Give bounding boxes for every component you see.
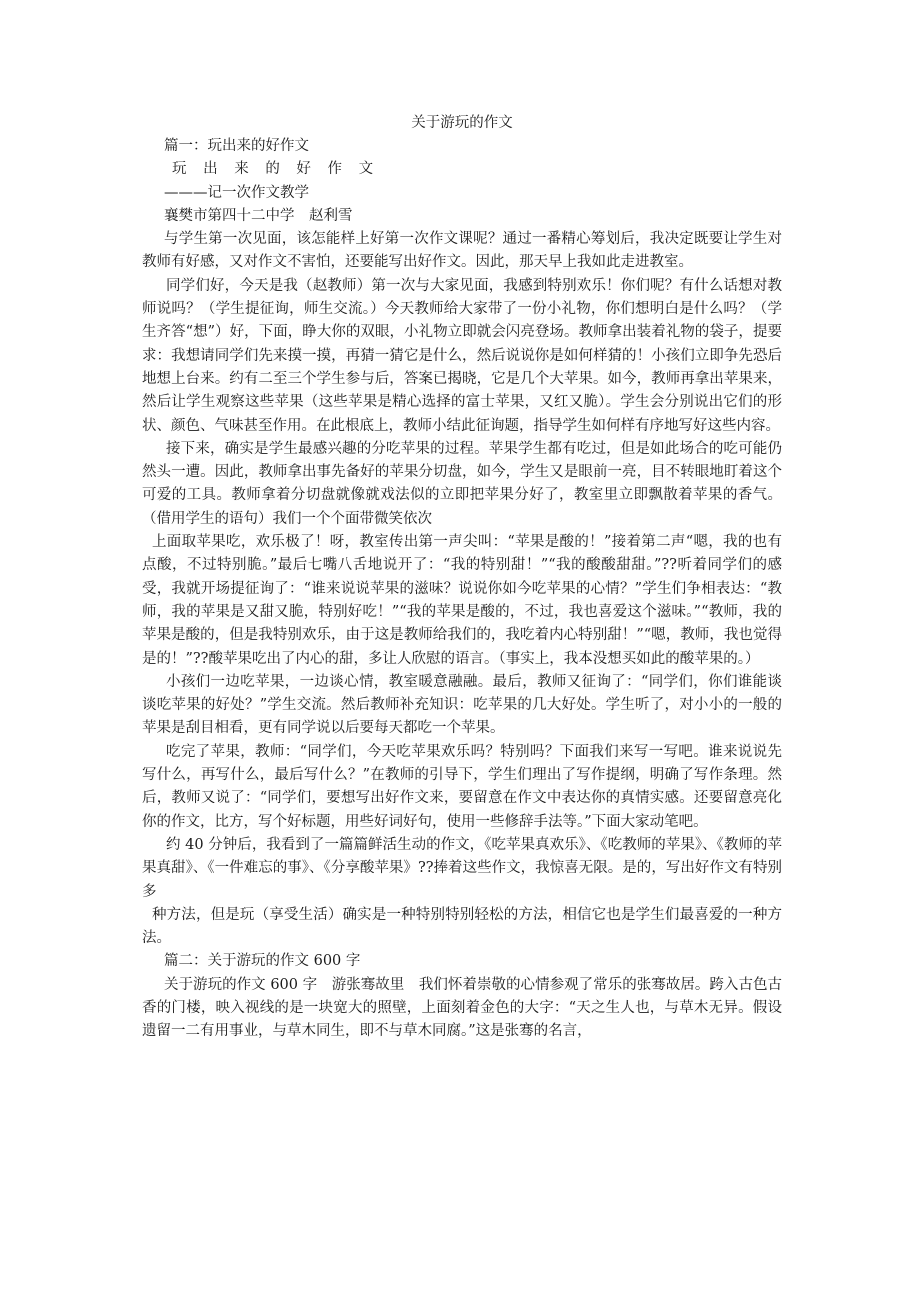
document-title: 关于游玩的作文 (411, 115, 513, 131)
section-heading-2: 篇二：关于游玩的作文 600 字 (164, 953, 361, 970)
paragraph: 小孩们一边吃苹果，一边谈心情，教室暖意融融。最后，教师又征询了：“同学们，你们谁能谈谈吃苹果的好处？”学生交流。然后教师补充知识：吃苹果的几大好处。学生听了，对小小的一般的苹果是刮目相看，更有同学说以后要每天都吃一个苹果。 (142, 673, 782, 737)
document-page (142, 112, 782, 1044)
paragraph: 吃完了苹果，教师：“同学们，今天吃苹果欢乐吗？特别吗？下面我们来写一写吧。谁来说说先写什么，再写什么，最后写什么？”在教师的引导下，学生们理出了写作提纲，明确了写作条理。然后，教师又说了：“同学们，要想写出好作文来，要留意在作文中表达你的真情实感。还要留意亮化你的作文，比方，写个好标题，用些好词好句，使用一些修辞手法等。”下面大家动笔吧。 (142, 743, 782, 830)
paragraph: 接下来，确实是学生最感兴趣的分吃苹果的过程。苹果学生都有吃过，但是如此场合的吃可能仍然头一遭。因此，教师拿出事先备好的苹果分切盘，如今，学生又是眼前一亮，目不转眼地盯着这个可爱的工具。教师拿着分切盘就像就戏法似的立即把苹果分好了，教室里立即飘散着苹果的香气。（借用学生的语句）我们一个个面带微笑依次 (142, 440, 782, 527)
author-line: 襄樊市第四十二中学 赵利雪 (164, 207, 353, 224)
section-heading-1: 篇一：玩出来的好作文 (164, 138, 309, 154)
essay-title: 玩 出 来 的 好 作 文 (172, 161, 380, 178)
paragraph: 与学生第一次见面，该怎能样上好第一次作文课呢？通过一番精心筹划后，我决定既要让学生对教师有好感，又对作文不害怕，还要能写出好作文。因此，那天早上我如此走进教室。 (142, 231, 782, 271)
paragraph: 约 40 分钟后，我看到了一篇篇鲜活生动的作文，《吃苹果真欢乐》、《吃教师的苹果》、《教师的苹果真甜》、《一件难忘的事》、《分享酸苹果》??捧着这些作文，我惊喜无限。是的，写出好作文有特别多 (142, 836, 782, 900)
paragraph: 种方法，但是玩（享受生活）确实是一种特别特别轻松的方法，相信它也是学生们最喜爱的一种方法。 (142, 906, 782, 947)
paragraph: 关于游玩的作文 600 字 游张骞故里 我们怀着崇敬的心情参观了常乐的张骞故居。跨入古色古香的门楼，映入视线的是一块宽大的照壁，上面刻着金色的大字：“天之生人也，与草木无异。假设遗留一二有用事业，与草木同生，即不与草木同腐。”这是张骞的名言， (142, 976, 782, 1040)
essay-subtitle: ———记一次作文教学 (164, 184, 309, 201)
paragraph: 上面取苹果吃，欢乐极了！呀，教室传出第一声尖叫：“苹果是酸的！”接着第二声“嗯，我的也有点酸，不过特别脆。”最后七嘴八舌地说开了：“我的特别甜！”“我的酸酸甜甜。”??听着同学们的感受，我就开场提征询了：“谁来说说苹果的滋味？说说你如今吃苹果的心情？”学生们争相表达：“教师，我的苹果是又甜又脆，特别好吃！”“我的苹果是酸的，不过，我也喜爱这个滋味。”“教师，我的苹果是酸的，但是我特别欢乐，由于这是教师给我们的，我吃着内心特别甜！”“嗯，教师，我也觉得是的！”??酸苹果吃出了内心的甜，多让人欣慰的语言。（事实上，我本没想买如此的酸苹果的。） (142, 534, 782, 667)
paragraph: 同学们好，今天是我（赵教师）第一次与大家见面，我感到特别欢乐！你们呢？有什么话想对教师说吗？（学生提征询，师生交流。）今天教师给大家带了一份小礼物，你们想明白是什么吗？（学生齐答“想”）好，下面，睁大你的双眼，小礼物立即就会闪亮登场。教师拿出装着礼物的袋子，提要求：我想请同学们先来摸一摸，再猜一猜它是什么，然后说说你是如何样猜的！小孩们立即争先恐后地想上台来。约有二至三个学生参与后，答案已揭晓，它是几个大苹果。如今，教师再拿出苹果来，然后让学生观察这些苹果（这些苹果是精心选择的富士苹果，又红又脆）。学生会分别说出它们的形状、颜色、气味甚至作用。在此根底上，教师小结此征询题，指导学生如何样有序地写好这些内容。 (142, 277, 782, 434)
